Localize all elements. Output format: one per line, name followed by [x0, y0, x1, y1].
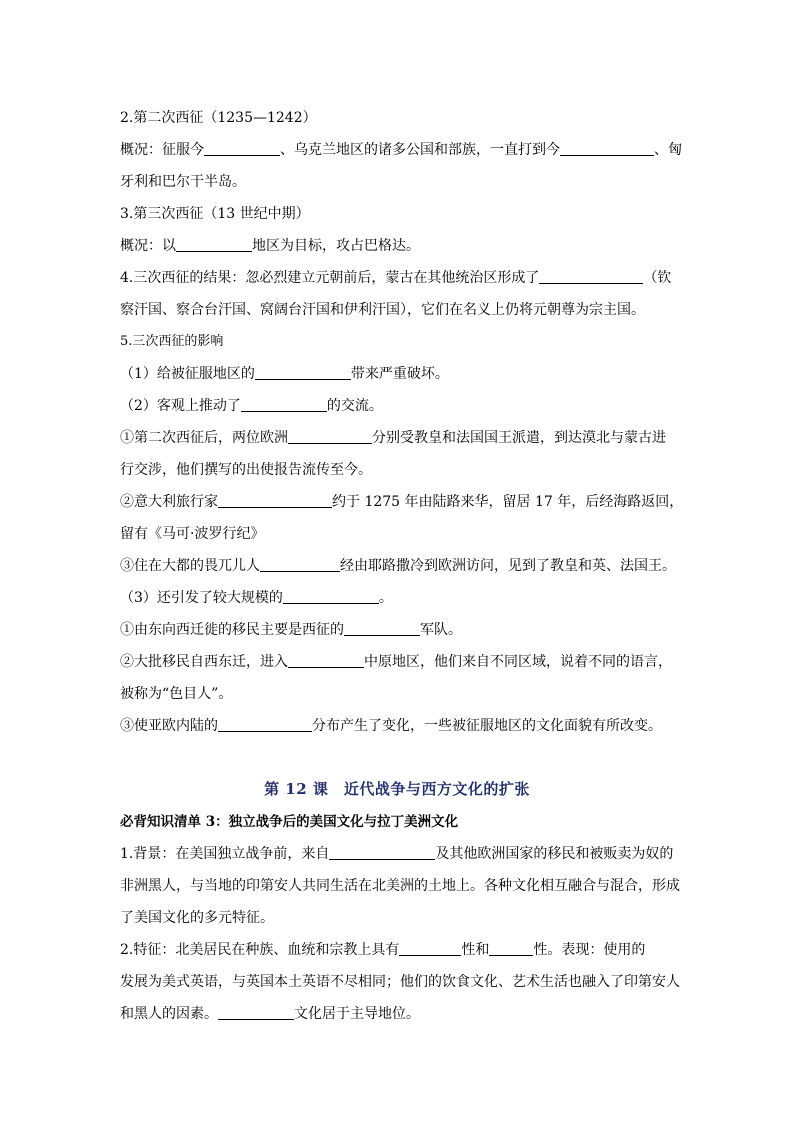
fill-blank[interactable] — [241, 397, 327, 412]
text-line: ①由东向西迁徙的移民主要是西征的 军队。 — [120, 622, 462, 638]
text-line: 概况：以 地区为目标，攻占巴格达。 — [120, 238, 420, 254]
fill-blank[interactable] — [218, 717, 312, 732]
fill-blank[interactable] — [255, 365, 351, 380]
text-line: ②意大利旅行家 约于 1275 年由陆路来华，留居 17 年，后经海路返回， — [120, 494, 684, 510]
text-line: ②大批移民自西东迁，进入 中原地区，他们来自不同区域，说着不同的语言， — [120, 654, 672, 670]
text-line: （1）给被征服地区的 带来严重破坏。 — [120, 366, 449, 382]
text-line: 留有《马可·波罗行纪》 — [120, 526, 265, 542]
fill-blank[interactable] — [218, 493, 332, 508]
text-line: ③住在大都的畏兀儿人 经由耶路撒冷到欧洲访问，见到了教皇和英、法国王。 — [120, 558, 676, 574]
text-line: 4.三次西征的结果：忽必烈建立元朝前后，蒙古在其他统治区形成了 （钦 — [120, 270, 672, 286]
text-line: 和黑人的因素。 文化居于主导地位。 — [120, 1006, 420, 1022]
text-line: 了美国文化的多元特征。 — [120, 910, 274, 926]
fill-blank[interactable] — [288, 653, 364, 668]
text-line: 概况：征服今 、乌克兰地区的诸多公国和部族，一直打到今 、匈 — [120, 142, 682, 158]
lesson-title: 第 12 课 近代战争与西方文化的扩张 — [264, 780, 530, 798]
section-heading: 必背知识清单 3：独立战争后的美国文化与拉丁美洲文化 — [120, 814, 459, 830]
fill-blank[interactable] — [489, 941, 533, 956]
text-line: 察汗国、察合台汗国、窝阔台汗国和伊利汗国），它们在名义上仍将元朝尊为宗主国。 — [120, 302, 645, 318]
fill-blank[interactable] — [218, 1005, 294, 1020]
text-line: 1.背景：在美国独立战争前，来自 及其他欧洲国家的移民和被贩卖为奴的 — [120, 846, 674, 862]
text-line: （3）还引发了较大规模的 。 — [120, 590, 393, 606]
text-line: （2）客观上推动了 的交流。 — [120, 398, 383, 414]
text-line: 行交涉，他们撰写的出使报告流传至今。 — [120, 462, 372, 478]
fill-blank[interactable] — [283, 589, 379, 604]
text-line: ①第二次西征后，两位欧洲 分别受教皇和法国国王派遣，到达漠北与蒙古进 — [120, 430, 666, 446]
text-line: 非洲黑人，与当地的印第安人共同生活在北美洲的土地上。各种文化相互融合与混合，形成 — [120, 878, 680, 894]
fill-blank[interactable] — [204, 141, 280, 156]
text-line: 5.三次西征的影响 — [120, 334, 224, 349]
fill-blank[interactable] — [539, 269, 643, 284]
fill-blank[interactable] — [176, 237, 252, 252]
text-line: 3.第三次西征（13 世纪中期） — [120, 206, 310, 222]
fill-blank[interactable] — [560, 141, 654, 156]
text-line: 牙利和巴尔干半岛。 — [120, 174, 246, 190]
fill-blank[interactable] — [260, 557, 340, 572]
text-line: 发展为美式英语，与英国本土英语不尽相同；他们的饮食文化、艺术生活也融入了印第安人 — [120, 974, 680, 990]
text-line: 被称为“色目人”。 — [120, 686, 233, 702]
fill-blank[interactable] — [344, 621, 420, 636]
text-line: 2.特征：北美居民在种族、血统和宗教上具有 性和 性。表现：使用的 — [120, 942, 646, 958]
text-line: ③使亚欧内陆的 分布产生了变化，一些被征服地区的文化面貌有所改变。 — [120, 718, 662, 734]
text-line: 2.第二次西征（1235—1242） — [120, 110, 317, 126]
fill-blank[interactable] — [399, 941, 461, 956]
fill-blank[interactable] — [288, 429, 372, 444]
fill-blank[interactable] — [329, 845, 435, 860]
